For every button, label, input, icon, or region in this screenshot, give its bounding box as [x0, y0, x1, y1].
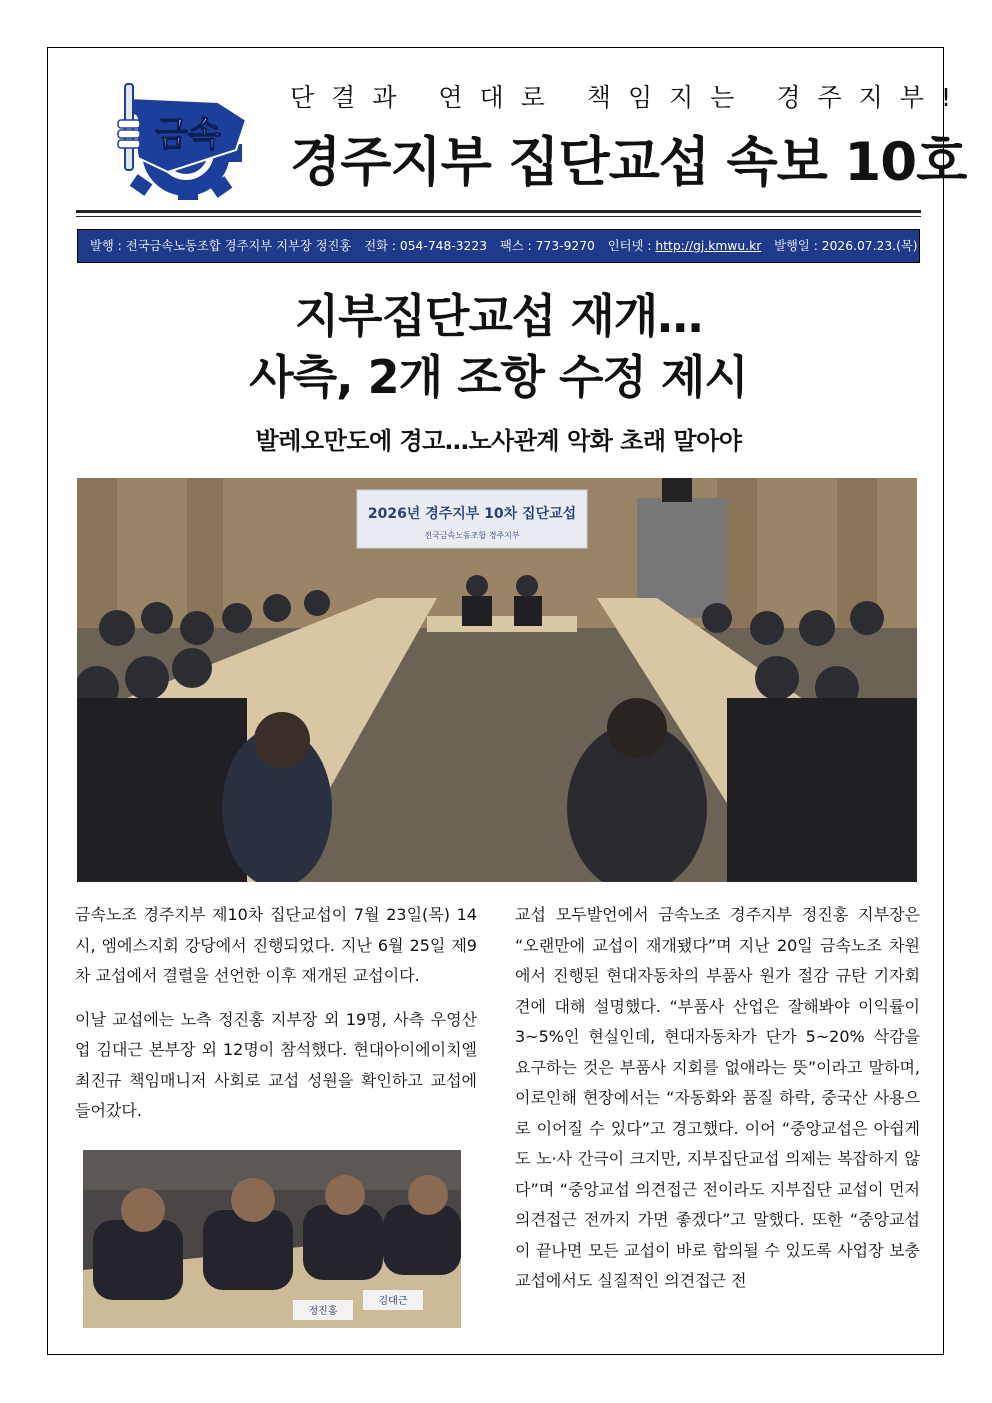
phone-number: 054-748-3223: [399, 239, 488, 253]
headline-line-1: 지부집단교섭 재개…: [294, 289, 703, 343]
article-column-right: [515, 900, 920, 1310]
logo-text: 금속: [155, 115, 221, 155]
slogan: 단결과 연대로 책임지는 경주지부!: [290, 83, 968, 112]
masthead-rule-thin: [76, 216, 921, 217]
article-column-left: [75, 900, 477, 1140]
headline-line-2: 사측, 2개 조항 수정 제시: [249, 350, 748, 404]
paragraph: 이날 교섭에는 노측 정진홍 지부장 외 19명, 사측 우영산업 김대근 본부장 외 12명이 참석했다. 현대아이에이치엘 최진규 책임매니저 사회로 교섭 성원을 확인하고 교섭에 들어갔다.: [75, 1009, 477, 1120]
raised-fist-icon: [118, 84, 140, 170]
publication-info-bar: [77, 229, 920, 263]
fax-number: 773-9270: [535, 239, 595, 253]
paragraph: 교섭 모두발언에서 금속노조 경주지부 정진홍 지부장은 “오랜만에 교섭이 재개됐다”며 지난 20일 금속노조 차원에서 진행된 현대자동차의 부품사 원가 절감 규탄 기자회견에 대해 설명했다. “부품사 산업은 잘해봐야 이익률이 3~5%인 현실인데, 현대자동차가 단가 5~20% 삭감을 요구하는 것은 부품사 지회를 없애라는 뜻”이라고 말하며, 이로인해 현장에서는 “자동화와 품질 하락, 중국산 사용으로 이어질 수 있다”고 경고했다. 이어 “중앙교섭은 아쉽게도 노·사 간극이 크지만, 지부집단교섭 의제는 복잡하지 않다”며 “중앙교섭 의견접근 전이라도 지부집단 교섭이 먼저 의견접근 전까지 가면 좋겠다”고 말했다. 또한 “중앙교섭이 끝나면 모든 교섭이 바로 합의될 수 있도록 사업장 보충교섭에서도 실질적인 의견접근 전: [515, 905, 920, 1290]
fax-label: 팩스 :: [499, 239, 536, 253]
article-headline: [77, 286, 920, 408]
publication-date: 2026.07.23.(목): [821, 239, 918, 253]
website-link[interactable]: http://gj.kmwu.kr: [655, 239, 762, 253]
publisher: 전국금속노동조합 경주지부 지부장 정진홍: [125, 239, 352, 253]
publisher-label: 발행 :: [90, 239, 126, 253]
nameplate-2: 김대근: [378, 1296, 408, 1307]
nameplate-1: 정진홍: [308, 1306, 338, 1317]
bargaining-session-photo: [77, 478, 917, 882]
union-logo: [108, 80, 258, 200]
meeting-banner: [357, 490, 587, 548]
date-label: 발행일 :: [774, 239, 822, 253]
web-label: 인터넷 :: [607, 239, 656, 253]
banner-subtitle: 전국금속노동조합 경주지부: [424, 531, 520, 540]
masthead-rule-thick: [76, 210, 921, 213]
phone-label: 전화 :: [364, 239, 400, 253]
union-representatives-photo: [83, 1150, 461, 1328]
paragraph: 금속노조 경주지부 제10차 집단교섭이 7월 23일(목) 14시, 엠에스지회 강당에서 진행되었다. 지난 6월 25일 제9차 교섭에서 결렬을 선언한 이후 재개된 교섭이다.: [75, 905, 477, 985]
article-subheadline: 발레오만도에 경고…노사관계 악화 초래 말아야: [255, 427, 742, 455]
masthead-title: 경주지부 집단교섭 속보 10호: [290, 132, 967, 193]
banner-title: 2026년 경주지부 10차 집단교섭: [367, 506, 577, 522]
